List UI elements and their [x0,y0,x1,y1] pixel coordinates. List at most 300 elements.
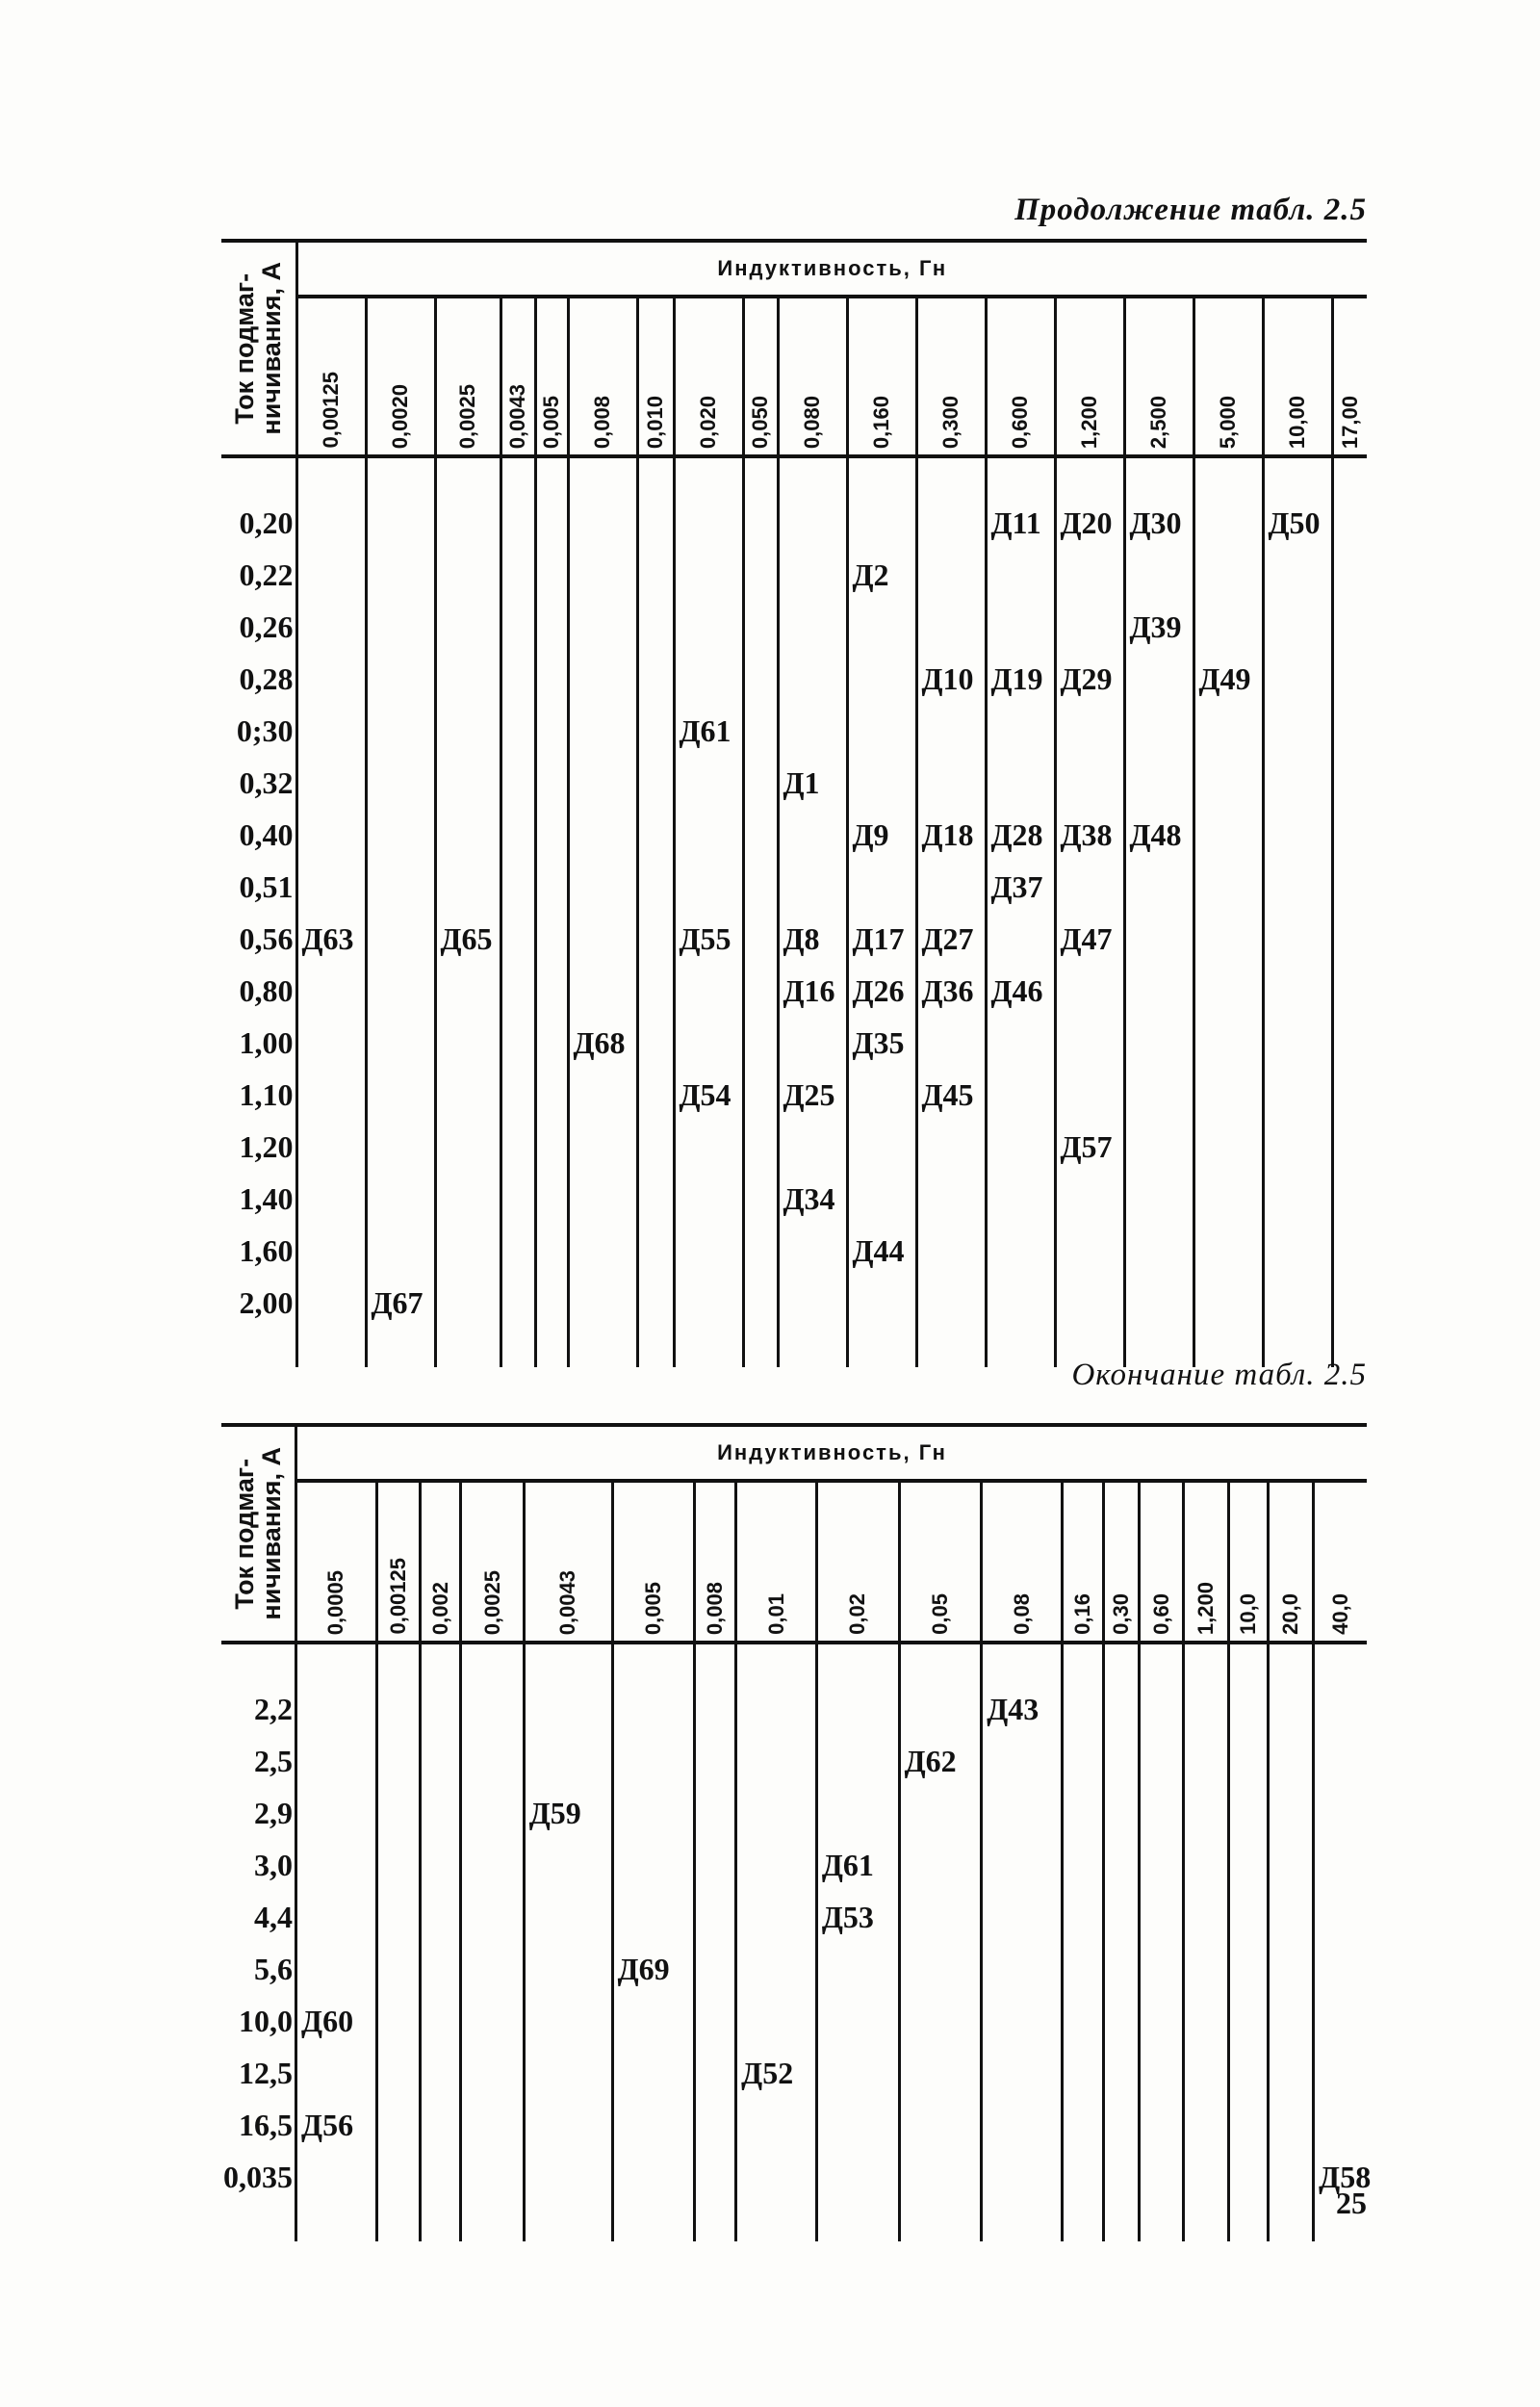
table-cell [637,809,674,861]
table-cell [1139,1995,1184,2047]
row-label: 0,51 [221,861,296,913]
table-cell [1124,1017,1194,1069]
row-label: 0,40 [221,809,296,861]
table-cell [847,601,916,653]
table-row [221,549,1367,601]
table-cell [500,1225,535,1277]
table-cell [1124,913,1194,965]
table-cell [366,549,435,601]
table-cell [535,1277,568,1329]
table-cell [637,497,674,549]
column-header [1124,297,1194,456]
table-row [221,653,1367,705]
table-cell [736,2047,817,2099]
table-cell [674,965,743,1017]
table-cell [695,1995,736,2047]
table-cell [816,1943,899,1995]
table-cell [461,2047,524,2099]
table-cell [1194,1121,1263,1173]
table-cell [1103,1943,1139,1995]
table-cell [568,1225,637,1277]
table-cell [612,1943,695,1995]
column-header-label: 0,160 [869,395,893,449]
table-row [221,1891,1367,1943]
table-cell [778,965,847,1017]
table-cell [778,1017,847,1069]
table-cell [1269,1839,1314,1891]
table-cell [612,1891,695,1943]
table-cell [461,1683,524,1735]
row-label: 0,32 [221,757,296,809]
column-header-label: 10,00 [1285,395,1309,449]
table-row [221,705,1367,757]
table-cell [1314,1995,1367,2047]
table-cell [612,2047,695,2099]
table-cell [296,2151,377,2203]
table-cell [1229,1683,1269,1735]
table-cell [916,809,986,861]
table-cell [420,1735,461,1787]
table-cell [500,549,535,601]
table-cell [1139,1839,1184,1891]
table-cell [847,1277,916,1329]
column-header-label: 0,0005 [323,1569,348,1635]
column-header-label: 0,300 [938,395,962,449]
table-row [221,757,1367,809]
table-cell [743,1173,778,1225]
choke-type-label: Д65 [440,920,493,956]
table-cell [986,1121,1055,1173]
table-cell [524,1839,612,1891]
table-cell [637,1017,674,1069]
table-cell [1332,653,1367,705]
table-cell [778,653,847,705]
table-cell [435,1173,500,1225]
table-cell [695,2047,736,2099]
table-cell [1269,2047,1314,2099]
column-header [524,1481,612,1643]
table-cell [500,1277,535,1329]
table-cell [778,705,847,757]
column-header-label: 0,008 [590,395,614,449]
table-cell [376,2151,420,2203]
table-cell [1139,2047,1184,2099]
table-cell [637,1069,674,1121]
choke-type-label: Д46 [990,972,1043,1008]
table-cell [778,1277,847,1329]
table-cell [1194,809,1263,861]
table-cell [743,809,778,861]
row-label: 0;30 [221,705,296,757]
table-cell [1194,549,1263,601]
table-cell [1263,809,1332,861]
column-header [674,297,743,456]
choke-type-label: Д48 [1129,816,1182,852]
table-cell [366,1225,435,1277]
table-cell [1184,1839,1229,1891]
table-cell [986,1069,1055,1121]
column-header [1139,1481,1184,1643]
column-header-label: 0,30 [1108,1593,1133,1635]
table-cell [674,1173,743,1225]
table-cell [816,1787,899,1839]
table-cell [847,809,916,861]
table-cell [1124,1121,1194,1173]
column-header [535,297,568,456]
table-cell [435,1069,500,1121]
table-cell [376,1995,420,2047]
table-cell [637,549,674,601]
group-header-inductance: Индуктивность, Гн [296,1425,1367,1481]
table-cell [1332,1277,1367,1329]
column-header [1062,1481,1103,1643]
table-cell [1269,1683,1314,1735]
table1-caption: Продолжение табл. 2.5 [1014,193,1367,227]
table-cell [524,1891,612,1943]
table-cell [1194,497,1263,549]
table-cell [743,653,778,705]
table-cell [847,705,916,757]
table-cell [535,757,568,809]
table-cell [500,1121,535,1173]
table-cell [778,1225,847,1277]
table-cell [899,1735,982,1787]
table-cell [1184,1735,1229,1787]
table-cell [847,965,916,1017]
table-cell [420,1891,461,1943]
table-cell [695,2099,736,2151]
table-cell [366,809,435,861]
table-row [221,1225,1367,1277]
table-cell [296,2047,377,2099]
table-cell [296,1787,377,1839]
page-number: 25 [1336,2186,1367,2220]
table-cell [982,2047,1063,2099]
table-cell [296,965,366,1017]
table-cell [637,913,674,965]
table-cell [461,1891,524,1943]
table-cell [982,1839,1063,1891]
table-cell [524,1683,612,1735]
table-cell [1103,1683,1139,1735]
table-cell [500,809,535,861]
table-cell [568,913,637,965]
table-cell [461,1943,524,1995]
choke-type-label: Д8 [783,920,820,956]
column-header-label: 2,500 [1146,395,1170,449]
column-header-label: 0,01 [763,1593,788,1635]
column-header [1332,297,1367,456]
table-cell [376,1787,420,1839]
table-cell [535,653,568,705]
table-cell [568,1121,637,1173]
column-header-label: 0,010 [643,395,667,449]
table-cell [1184,1943,1229,1995]
table-cell [524,1735,612,1787]
table-cell [535,1173,568,1225]
table-cell [816,2099,899,2151]
table-cell [1103,2151,1139,2203]
column-header [500,297,535,456]
table-cell [500,757,535,809]
table-cell [986,601,1055,653]
table-cell [500,1017,535,1069]
row-label: 1,00 [221,1017,296,1069]
table-cell [612,2151,695,2203]
table-cell [743,705,778,757]
table-cell [674,1121,743,1173]
table-cell [743,1069,778,1121]
table-cell [1194,757,1263,809]
table-cell [568,809,637,861]
choke-type-label: Д56 [301,2107,354,2142]
column-header-label: 0,002 [427,1581,452,1635]
table-cell [1332,757,1367,809]
table-cell [535,601,568,653]
table-cell [1124,1277,1194,1329]
column-header-label: 0,0025 [455,383,479,449]
column-header [296,297,366,456]
table-cell [435,653,500,705]
table-cell [435,757,500,809]
table-row [221,1683,1367,1735]
table-cell [986,549,1055,601]
table-cell [674,497,743,549]
table-cell [899,2099,982,2151]
column-header [847,297,916,456]
table-cell [1194,861,1263,913]
table-cell [986,1225,1055,1277]
table-cell [674,549,743,601]
table-cell [435,861,500,913]
choke-type-label: Д30 [1129,505,1182,540]
table-cell [535,1017,568,1069]
table-cell [637,1225,674,1277]
table-cell [1103,1995,1139,2047]
table-cell [296,601,366,653]
choke-type-label: Д62 [904,1743,957,1778]
column-header-label: 0,00125 [385,1558,410,1635]
table-cell [1139,2151,1184,2203]
table-cell [695,1787,736,1839]
table-row [221,913,1367,965]
table-cell [1055,705,1124,757]
table-cell [296,1069,366,1121]
choke-type-label: Д37 [990,868,1043,904]
table-cell [296,2099,377,2151]
table-cell [1184,2047,1229,2099]
table-cell [376,1891,420,1943]
table-cell [1062,1683,1103,1735]
table-cell [1314,1735,1367,1787]
table-cell [1263,1069,1332,1121]
choke-type-label: Д47 [1060,920,1113,956]
table-row [221,497,1367,549]
table-cell [1332,861,1367,913]
table-cell [366,913,435,965]
table-cell [778,757,847,809]
table-cell [366,497,435,549]
choke-type-label: Д16 [783,972,835,1008]
table-cell [1263,1017,1332,1069]
table-cell [695,1735,736,1787]
table-cell [637,861,674,913]
table-cell [1124,861,1194,913]
table-cell [296,861,366,913]
table-cell [524,2099,612,2151]
choke-type-label: Д10 [921,660,974,696]
column-header-label: 17,00 [1337,395,1362,449]
table2-caption: Окончание табл. 2.5 [1071,1358,1367,1392]
choke-type-label: Д27 [921,920,974,956]
table-cell [1263,913,1332,965]
table-cell [420,2099,461,2151]
table-cell [982,1995,1063,2047]
table-cell [296,1683,377,1735]
choke-type-label: Д39 [1129,608,1182,644]
table-cell [1263,965,1332,1017]
table-cell [1055,601,1124,653]
table-cell [982,2151,1063,2203]
column-header [420,1481,461,1643]
column-header-label: 0,0020 [388,383,412,449]
table-cell [1139,1891,1184,1943]
column-header [568,297,637,456]
table-cell [1194,1069,1263,1121]
table-cell [816,2047,899,2099]
table-cell [1062,2099,1103,2151]
table-cell [1139,1943,1184,1995]
row-label: 2,2 [221,1683,296,1735]
row-label: 4,4 [221,1891,296,1943]
column-header-label: 0,005 [539,395,563,449]
table-cell [1055,913,1124,965]
table-row [221,1787,1367,1839]
table-cell [816,1839,899,1891]
row-label: 12,5 [221,2047,296,2099]
column-header [296,1481,377,1643]
table-cell [568,1173,637,1225]
table-cell [1314,1891,1367,1943]
table-cell [736,1787,817,1839]
table-cell [778,601,847,653]
table-cell [435,1121,500,1173]
table-cell [674,1225,743,1277]
choke-type-label: Д20 [1060,505,1113,540]
table-cell [1055,653,1124,705]
table-cell [1229,1995,1269,2047]
row-header-magnetizing-current [221,241,296,456]
table-cell [982,1735,1063,1787]
table-cell [916,1173,986,1225]
table-cell [420,1683,461,1735]
table-cell [366,861,435,913]
table-cell [986,653,1055,705]
table-cell [1332,1069,1367,1121]
column-header-label: 0,0043 [505,383,529,449]
table-cell [420,1943,461,1995]
table-cell [535,497,568,549]
column-header-label: 0,008 [703,1581,728,1635]
table-cell [816,2151,899,2203]
table-cell [1184,1891,1229,1943]
table-cell [296,1225,366,1277]
table-cell [695,1943,736,1995]
table-cell [1184,1787,1229,1839]
table-cell [1314,1683,1367,1735]
choke-type-label: Д38 [1060,816,1113,852]
row-label: 0,56 [221,913,296,965]
table-cell [1229,2099,1269,2151]
table-cell [778,861,847,913]
table-cell [674,757,743,809]
table-cell [1184,2151,1229,2203]
table-cell [1263,861,1332,913]
table-cell [916,1277,986,1329]
table-cell [899,1995,982,2047]
table-cell [568,965,637,1017]
table-cell [435,913,500,965]
column-header-label: 0,60 [1148,1593,1173,1635]
table-cell [1194,1277,1263,1329]
table-cell [736,1735,817,1787]
column-header [1184,1481,1229,1643]
choke-type-label: Д43 [987,1691,1040,1726]
table-cell [816,1683,899,1735]
table-cell [612,1735,695,1787]
table-cell [296,1839,377,1891]
row-label: 2,5 [221,1735,296,1787]
column-header-label: 0,00125 [319,372,343,449]
table-cell [1055,809,1124,861]
table-cell [1332,1121,1367,1173]
table-cell [535,1121,568,1173]
table-cell [296,1943,377,1995]
column-header-label: 0,050 [748,395,772,449]
table-cell [986,1277,1055,1329]
choke-type-label: Д2 [852,556,889,592]
table-cell [1184,2099,1229,2151]
table-cell [296,757,366,809]
choke-type-label: Д28 [990,816,1043,852]
table-row [221,2099,1367,2151]
table-cell [1124,549,1194,601]
table-cell [916,913,986,965]
table-cell [296,653,366,705]
table-cell [899,1683,982,1735]
column-header-label: 0,005 [640,1581,665,1635]
table-cell [778,1173,847,1225]
table-cell [1332,549,1367,601]
table-cell [461,1787,524,1839]
table-cell [1103,1787,1139,1839]
table-cell [435,1277,500,1329]
table-row [221,601,1367,653]
table-cell [778,549,847,601]
table-cell [1139,2099,1184,2151]
table-cell [1124,653,1194,705]
choke-type-label: Д58 [1319,2159,1372,2194]
row-label: 1,60 [221,1225,296,1277]
table-cell [1263,705,1332,757]
table-cell [1194,913,1263,965]
table-cell [847,1017,916,1069]
table-cell [1229,1787,1269,1839]
column-header [366,297,435,456]
choke-type-label: Д18 [921,816,974,852]
table-cell [743,965,778,1017]
table-row [221,2047,1367,2099]
